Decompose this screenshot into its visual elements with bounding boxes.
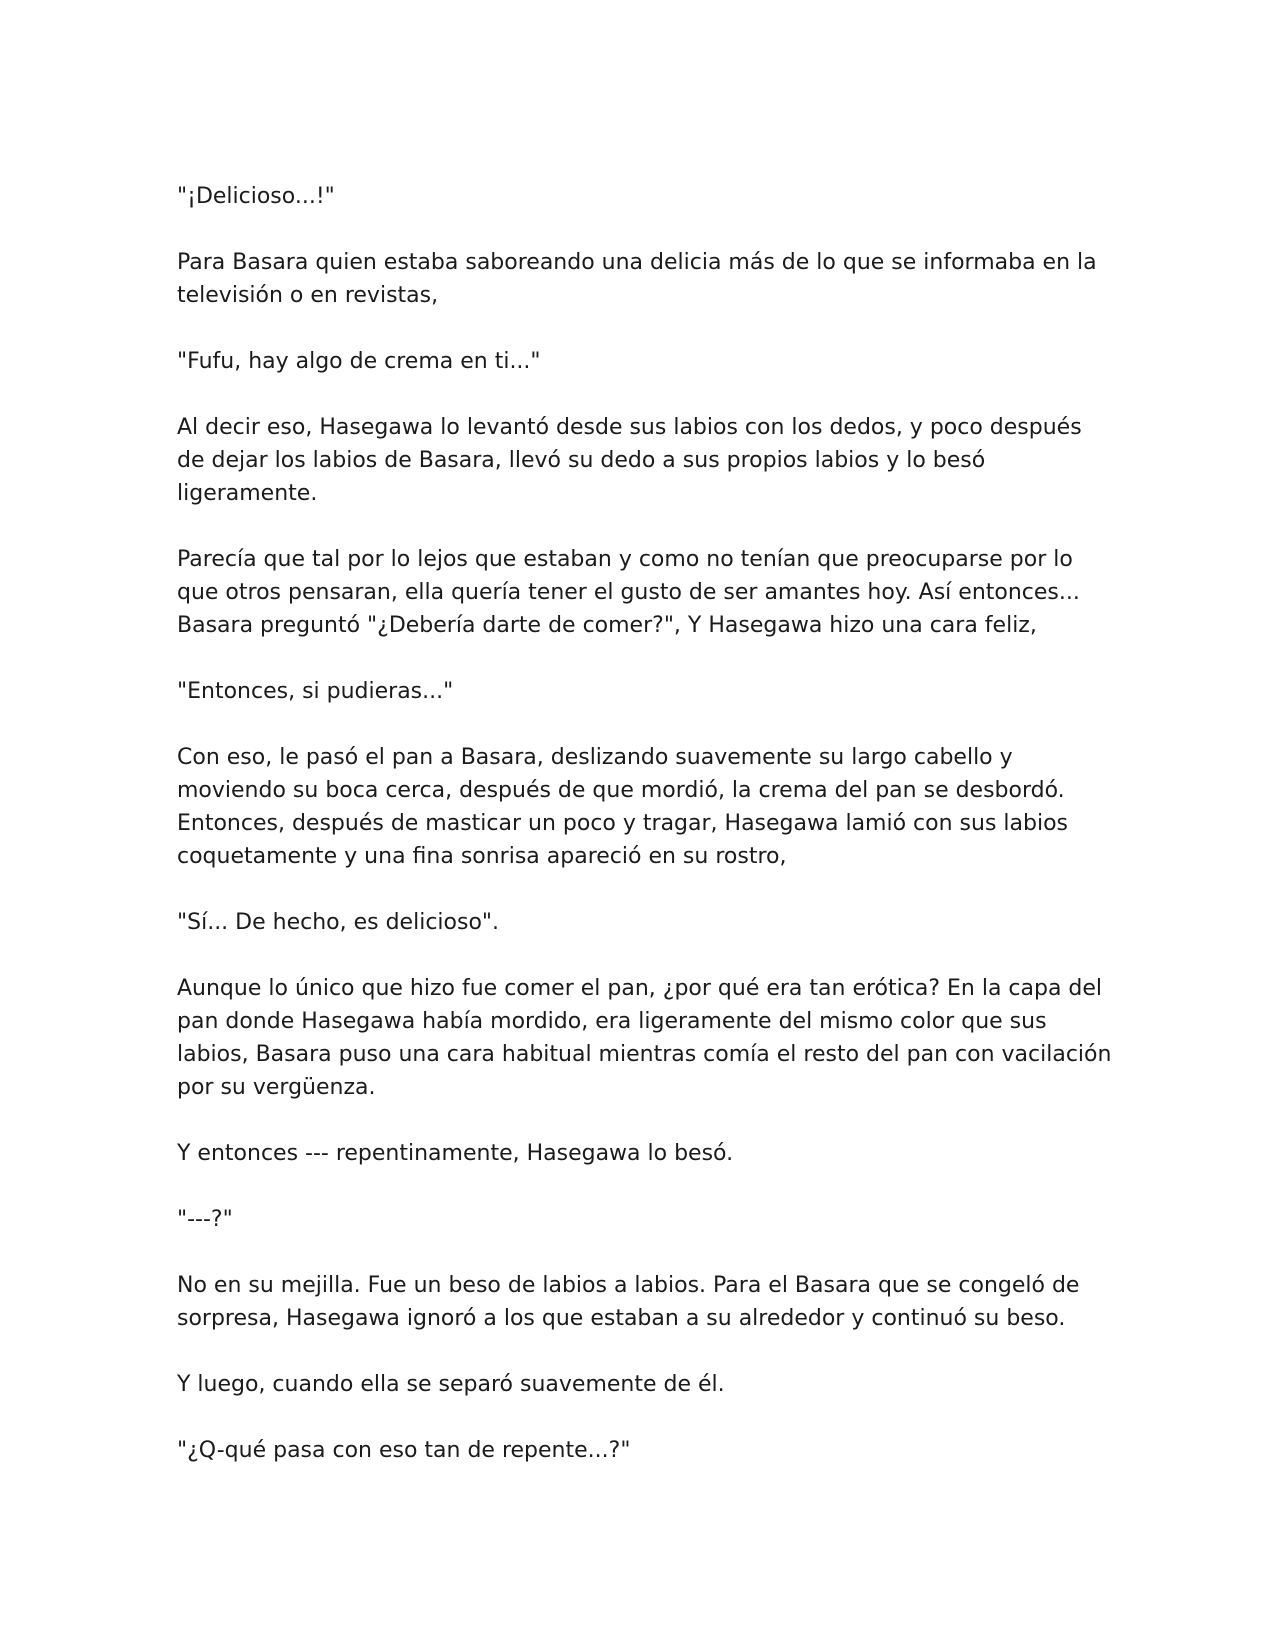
- paragraph-4: Al decir eso, Hasegawa lo levantó desde sus labios con los dedos, y poco después de dejar los labios de Basara, llevó su dedo a sus propios labios y lo besó ligeramente.: [177, 415, 1082, 506]
- paragraph-12: No en su mejilla. Fue un beso de labios a labios. Para el Basara que se congeló de sorpresa, Hasegawa ignoró a los que estaban a su alrededor y continuó su beso.: [177, 1273, 1080, 1331]
- paragraph-5: Parecía que tal por lo lejos que estaban y como no tenían que preocuparse por lo que otros pensaran, ella quería tener el gusto de ser amantes hoy. Así entonces... Basara preguntó "¿Debería darte de comer?", Y Hasegawa hizo una cara feliz,: [177, 547, 1080, 638]
- paragraph-7: Con eso, le pasó el pan a Basara, deslizando suavemente su largo cabello y moviendo su boca cerca, después de que mordió, la crema del pan se desbordó. Entonces, después de masticar un poco y tragar, Hasegawa lamió con sus labios coquetamente y una fina sonrisa apareció en su rostro,: [177, 745, 1068, 869]
- paragraph-1: "¡Delicioso...!": [177, 184, 335, 209]
- paragraph-14: "¿Q-qué pasa con eso tan de repente...?": [177, 1438, 631, 1463]
- paragraph-10: Y entonces --- repentinamente, Hasegawa lo besó.: [177, 1141, 734, 1166]
- body-text: [177, 180, 1112, 1500]
- paragraph-8: "Sí... De hecho, es delicioso".: [177, 910, 500, 935]
- paragraph-2: Para Basara quien estaba saboreando una delicia más de lo que se informaba en la televisión o en revistas,: [177, 250, 1097, 308]
- paragraph-3: "Fufu, hay algo de crema en ti...": [177, 349, 541, 374]
- paragraph-13: Y luego, cuando ella se separó suavemente de él.: [177, 1372, 725, 1397]
- paragraph-11: "---?": [177, 1207, 233, 1232]
- paragraph-9: Aunque lo único que hizo fue comer el pan, ¿por qué era tan erótica? En la capa del pan donde Hasegawa había mordido, era ligeramente del mismo color que sus labios, Basara puso una cara habitual mientras comía el resto del pan con vacilación por su vergüenza.: [177, 976, 1112, 1100]
- paragraph-6: "Entonces, si pudieras...": [177, 679, 454, 704]
